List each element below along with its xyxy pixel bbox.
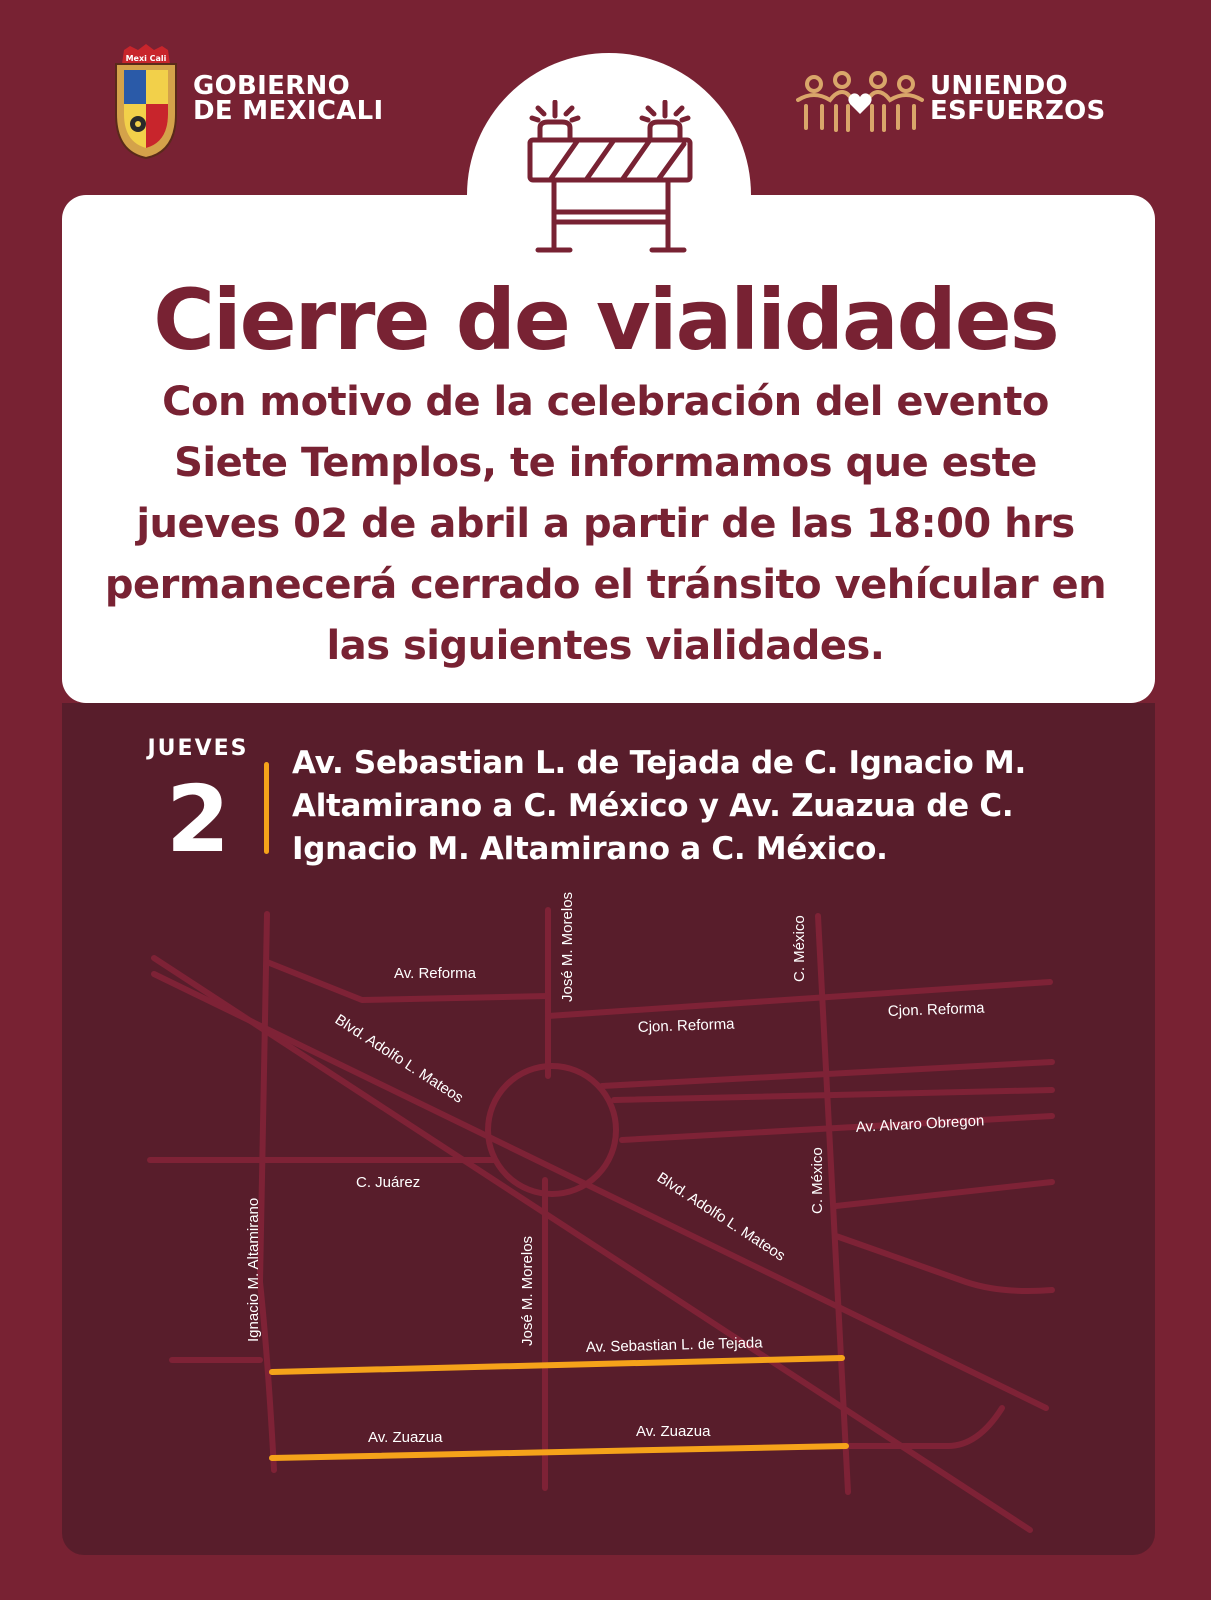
label-juarez: C. Juárez (356, 1174, 421, 1191)
street-east-diag (836, 1236, 1052, 1291)
street-altamirano (260, 914, 274, 1470)
label-altamirano: Ignacio M. Altamirano (245, 1197, 262, 1342)
label-cjon-reforma-1: Cjon. Reforma (637, 1015, 735, 1036)
closed-sebastian-tejada (272, 1358, 842, 1372)
label-mexico-south: C. México (809, 1147, 826, 1214)
campaign-line-1: UNIENDO (930, 71, 1068, 101)
street-alvaro-obregon (622, 1116, 1052, 1140)
street-map (62, 890, 1155, 1550)
campaign-line-2: ESFUERZOS (930, 96, 1106, 126)
label-mexico-north: C. México (791, 915, 808, 982)
street-east-3 (836, 1182, 1052, 1206)
page-title: Cierre de vialidades (153, 271, 1058, 369)
label-sebastian-tejada: Av. Sebastian L. de Tejada (585, 1334, 763, 1356)
closed-zuazua (272, 1446, 846, 1458)
notice-intro: Con motivo de la celebración del evento Siete Templos, te informamos que este jueves 02 de abril a partir de las 18:00 hrs permanecerá cerrado el tránsito vehícular en las siguientes vialidades. (104, 379, 1107, 669)
government-line-2: DE MEXICALI (193, 96, 384, 126)
mexicali-crest-icon (110, 44, 182, 160)
campaign-name (930, 71, 1106, 126)
closed-streets (272, 1358, 846, 1458)
government-line-1: GOBIERNO (193, 71, 350, 101)
orange-divider (264, 762, 269, 854)
roundabout (488, 1066, 616, 1194)
label-zuazua-2: Av. Zuazua (636, 1423, 711, 1440)
label-cjon-reforma-2: Cjon. Reforma (887, 999, 985, 1020)
road-barrier-icon (526, 100, 694, 264)
label-av-reforma: Av. Reforma (394, 965, 476, 982)
label-alvaro-obregon: Av. Alvaro Obregon (855, 1112, 985, 1136)
day-label: JUEVES (147, 736, 249, 761)
label-morelos-south: José M. Morelos (519, 1235, 536, 1346)
government-name (193, 71, 384, 126)
day-number: 2 (165, 766, 230, 873)
label-zuazua-1: Av. Zuazua (368, 1429, 443, 1446)
label-morelos-north: José M. Morelos (559, 891, 576, 1002)
people-heart-icon (796, 70, 924, 134)
svg-text:Mexi Cali: Mexi Cali (125, 54, 167, 63)
label-adolfo-mateos-2: Blvd. Adolfo L. Mateos (653, 1169, 789, 1265)
street-east-2 (614, 1090, 1052, 1100)
closure-description: Av. Sebastian L. de Tejada de C. Ignacio M. Altamirano a C. México y Av. Zuazua de C. Ignacio M. Altamirano a C. México. (292, 745, 1026, 867)
label-adolfo-mateos-1: Blvd. Adolfo L. Mateos (331, 1011, 467, 1107)
